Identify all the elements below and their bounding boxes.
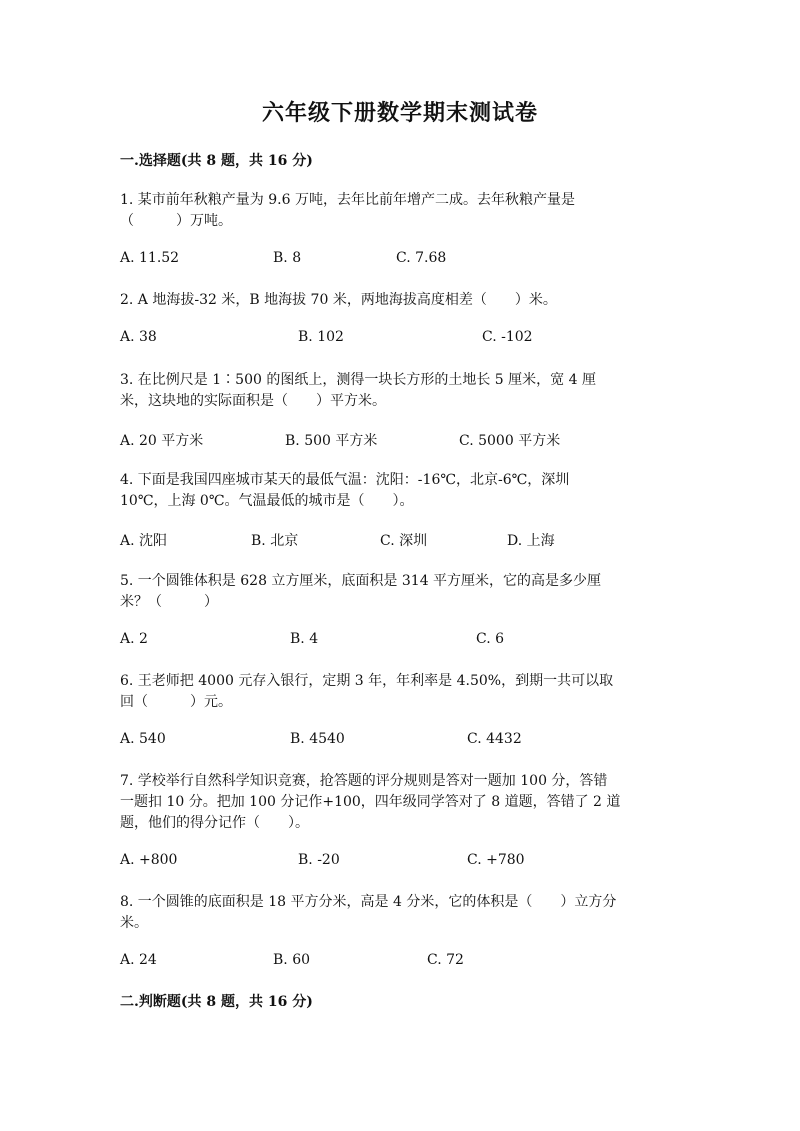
question-1-option-a: A. 11.52	[120, 250, 180, 266]
question-5-option-c: C. 6	[476, 631, 505, 647]
question-4-option-c: C. 深圳	[380, 533, 428, 549]
question-8-line-2: 米。	[120, 915, 148, 931]
question-6-option-a: A. 540	[120, 731, 166, 747]
question-7-line-2: 一题扣 10 分。把加 100 分记作+100，四年级同学答对了 8 道题，答错了 2 道	[120, 794, 621, 810]
exam-title: 六年级下册数学期末测试卷	[261, 100, 538, 126]
question-7-option-b: B. -20	[298, 852, 340, 868]
question-4-option-d: D. 上海	[507, 533, 555, 549]
question-7-line-3: 题，他们的得分记作（ ）。	[120, 815, 309, 831]
question-7-option-a: A. +800	[120, 852, 178, 868]
question-7-line-1: 7. 学校举行自然科学知识竞赛，抢答题的评分规则是答对一题加 100 分，答错	[120, 773, 608, 789]
question-3-line-2: 米，这块地的实际面积是（ ）平方米。	[120, 393, 386, 409]
section-heading-true-false: 二.判断题(共 8 题，共 16 分)	[120, 994, 313, 1010]
question-3-option-c: C. 5000 平方米	[459, 433, 561, 449]
question-4-line-1: 4. 下面是我国四座城市某天的最低气温：沈阳：-16℃，北京-6℃，深圳	[120, 472, 570, 488]
section-heading-multiple-choice: 一.选择题(共 8 题，共 16 分)	[120, 153, 313, 169]
question-1-line-1: 1. 某市前年秋粮产量为 9.6 万吨，去年比前年增产二成。去年秋粮产量是	[120, 192, 575, 208]
question-6-option-b: B. 4540	[290, 731, 345, 747]
question-1-option-b: B. 8	[273, 250, 302, 266]
question-4-option-b: B. 北京	[251, 533, 299, 549]
question-3-line-1: 3. 在比例尺是 1∶500 的图纸上，测得一块长方形的土地长 5 厘米，宽 4 厘	[120, 372, 596, 388]
question-2-option-a: A. 38	[120, 329, 157, 345]
question-8-option-c: C. 72	[427, 952, 464, 968]
question-5-option-b: B. 4	[290, 631, 319, 647]
question-4-line-2: 10℃，上海 0℃。气温最低的城市是（ ）。	[120, 493, 414, 509]
question-1-option-c: C. 7.68	[396, 250, 447, 266]
question-6-line-1: 6. 王老师把 4000 元存入银行，定期 3 年，年利率是 4.50%，到期一共可以取	[120, 673, 614, 689]
question-8-option-a: A. 24	[120, 952, 157, 968]
question-5-line-1: 5. 一个圆锥体积是 628 立方厘米，底面积是 314 平方厘米，它的高是多少厘	[120, 573, 602, 589]
question-4-option-a: A. 沈阳	[120, 533, 168, 549]
question-3-option-a: A. 20 平方米	[120, 433, 204, 449]
question-6-option-c: C. 4432	[467, 731, 522, 747]
question-8-option-b: B. 60	[273, 952, 311, 968]
question-5-line-2: 米？（ ）	[120, 594, 218, 610]
question-3-option-b: B. 500 平方米	[285, 433, 378, 449]
question-2-line-1: 2. A 地海拔-32 米，B 地海拔 70 米，两地海拔高度相差（ ）米。	[120, 292, 557, 308]
question-8-line-1: 8. 一个圆锥的底面积是 18 平方分米，高是 4 分米，它的体积是（ ）立方分	[120, 894, 617, 910]
question-5-option-a: A. 2	[120, 631, 148, 647]
question-7-option-c: C. +780	[467, 852, 525, 868]
question-1-line-2: （ ）万吨。	[120, 213, 232, 229]
question-6-line-2: 回（ ）元。	[120, 694, 232, 710]
question-2-option-c: C. -102	[482, 329, 533, 345]
question-2-option-b: B. 102	[298, 329, 344, 345]
